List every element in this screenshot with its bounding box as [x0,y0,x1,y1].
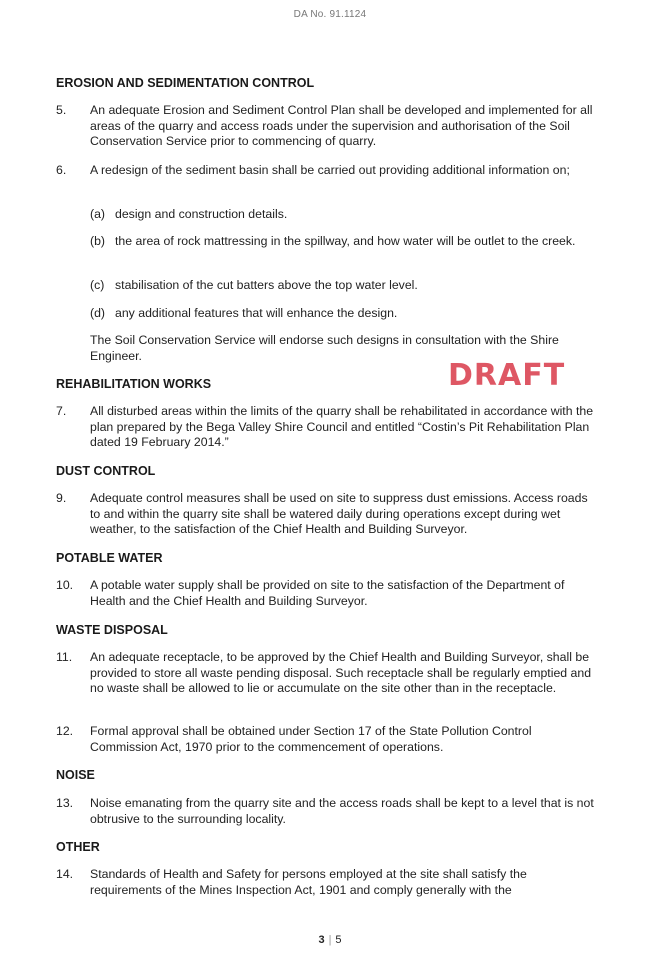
section-heading-rehabilitation: REHABILITATION WORKS [56,377,212,391]
page-separator: | [328,934,332,946]
sub-item-label: (c) [90,278,105,292]
item-number: 10. [56,578,74,592]
item-number: 9. [56,491,67,505]
section-heading-waste: WASTE DISPOSAL [56,623,168,637]
sub-item-text: design and construction details. [115,207,288,221]
total-pages: 5 [335,934,342,946]
sub-item-label: (d) [90,306,106,320]
sub-item-text: stabilisation of the cut batters above the top water level. [115,278,418,292]
item-number: 12. [56,724,74,738]
section-heading-dust: DUST CONTROL [56,464,156,478]
soil-conservation-note: The Soil Conservation Service will endorse such designs in consultation with the Shire Engineer. [90,333,559,363]
section-heading-potable-water: POTABLE WATER [56,551,163,565]
item-text: Formal approval shall be obtained under Section 17 of the State Pollution Control Commission Act, 1970 prior to the commencement of operations. [90,724,532,754]
page-number [0,934,660,946]
item-text: Standards of Health and Safety for persons employed at the site shall satisfy the requirements of the Mines Inspection Act, 1901 and comply generally with the [90,867,527,897]
section-heading-noise: NOISE [56,768,95,782]
item-text: An adequate Erosion and Sediment Control Plan shall be developed and implemented for all areas of the quarry and access roads under the supervision and authorisation of the Soil Conservation Service prior to commencing of quarry. [90,103,593,148]
item-text: A potable water supply shall be provided on site to the satisfaction of the Department of Health and the Chief Health and Building Surveyor. [90,578,565,608]
item-number: 11. [56,650,73,664]
sub-item-label: (a) [90,207,106,221]
sub-item-label: (b) [90,234,106,248]
current-page: 3 [318,934,325,946]
da-number: DA No. 91.1124 [293,9,367,20]
item-text: Noise emanating from the quarry site and the access roads shall be kept to a level that is not obtrusive to the surrounding locality. [90,796,594,826]
item-text: A redesign of the sediment basin shall be carried out providing additional information on; [90,163,570,177]
section-heading-erosion: EROSION AND SEDIMENTATION CONTROL [56,76,315,90]
item-text: An adequate receptacle, to be approved by the Chief Health and Building Surveyor, shall be provided to store all waste pending disposal. Such receptacle shall be regularly emptied and no waste shall be allowed to lie or accumulate on the site other than in the receptacle. [90,650,592,695]
item-number: 7. [56,404,67,418]
item-number: 13. [56,796,74,810]
item-number: 14. [56,867,74,881]
item-text: Adequate control measures shall be used on site to suppress dust emissions. Access roads to and within the quarry site shall be watered daily during operations except during wet weather, to the satisfaction of the Chief Health and Building Surveyor. [90,491,588,536]
draft-stamp: DRAFT [448,358,566,393]
item-number: 5. [56,103,67,117]
sub-item-text: the area of rock mattressing in the spillway, and how water will be outlet to the creek. [115,234,576,248]
sub-item-text: any additional features that will enhance the design. [115,306,398,320]
section-heading-other: OTHER [56,840,100,854]
item-text: All disturbed areas within the limits of the quarry shall be rehabilitated in accordance with the plan prepared by the Bega Valley Shire Council and entitled “Costin’s Pit Rehabilitation Plan dated 19 February 2014.” [90,404,594,449]
item-number: 6. [56,163,67,177]
